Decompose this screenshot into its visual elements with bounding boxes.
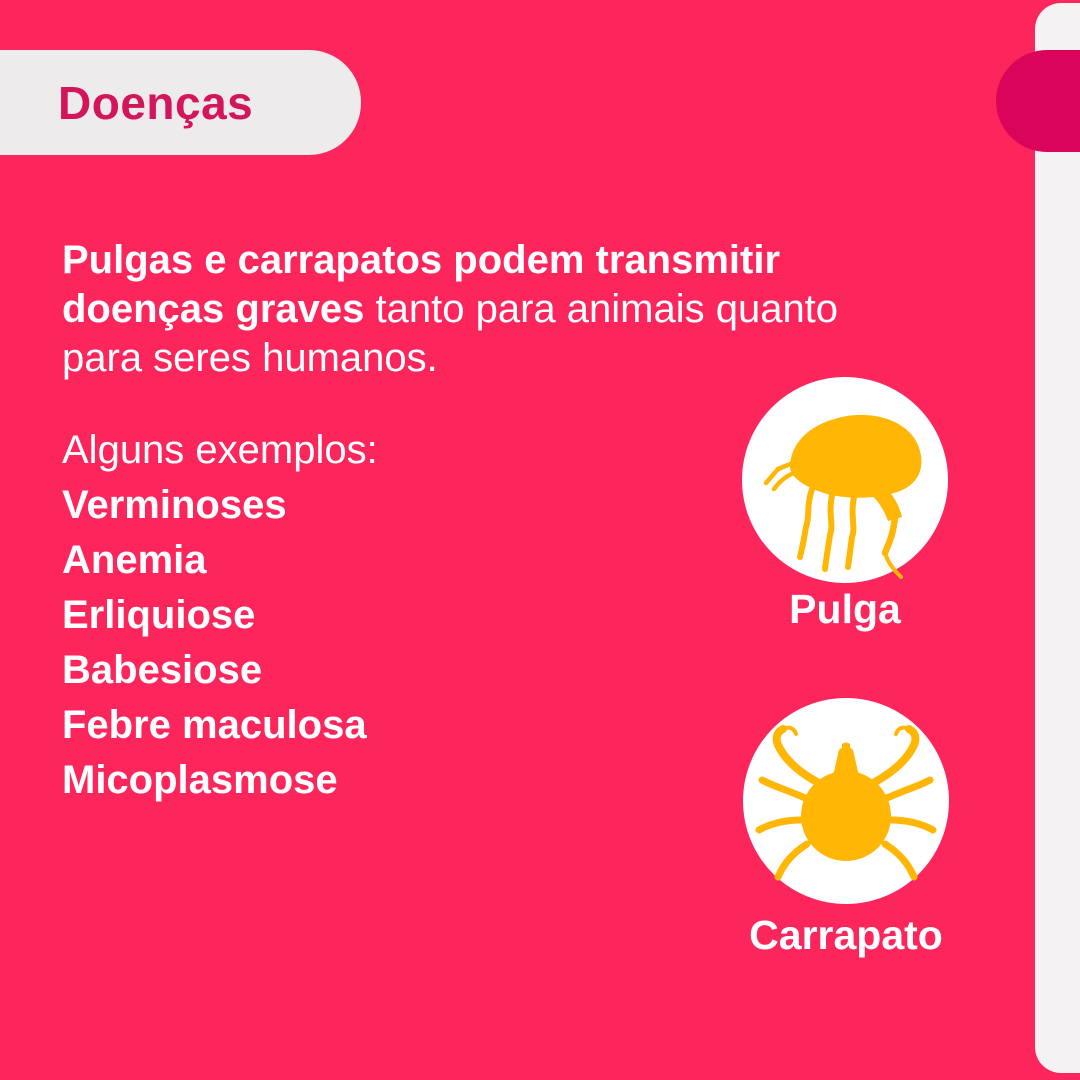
intro-paragraph — [62, 236, 867, 383]
flea-figure-circle — [742, 377, 948, 583]
list-item: Babesiose — [62, 648, 263, 692]
flea-icon — [742, 377, 948, 583]
tick-figure-circle — [743, 698, 949, 904]
intro-regular-text: tanto para animais quanto para seres humanos. — [62, 287, 839, 380]
right-edge-bar — [1035, 3, 1080, 1073]
intro-bold-text: Pulgas e carrapatos podem transmitir doenças graves — [62, 238, 781, 331]
tick-label: Carrapato — [749, 912, 943, 958]
list-item: Verminoses — [62, 483, 287, 527]
list-item: Erliquiose — [62, 593, 256, 637]
accent-half-pill — [996, 50, 1080, 152]
list-item: Anemia — [62, 538, 207, 582]
title-pill — [0, 50, 361, 155]
examples-heading: Alguns exemplos: — [62, 428, 378, 472]
list-item: Micoplasmose — [62, 758, 338, 802]
list-item: Febre maculosa — [62, 703, 367, 747]
page-title: Doenças — [58, 76, 254, 129]
examples-list — [62, 423, 378, 808]
tick-icon — [743, 698, 949, 904]
flea-label: Pulga — [789, 586, 901, 632]
